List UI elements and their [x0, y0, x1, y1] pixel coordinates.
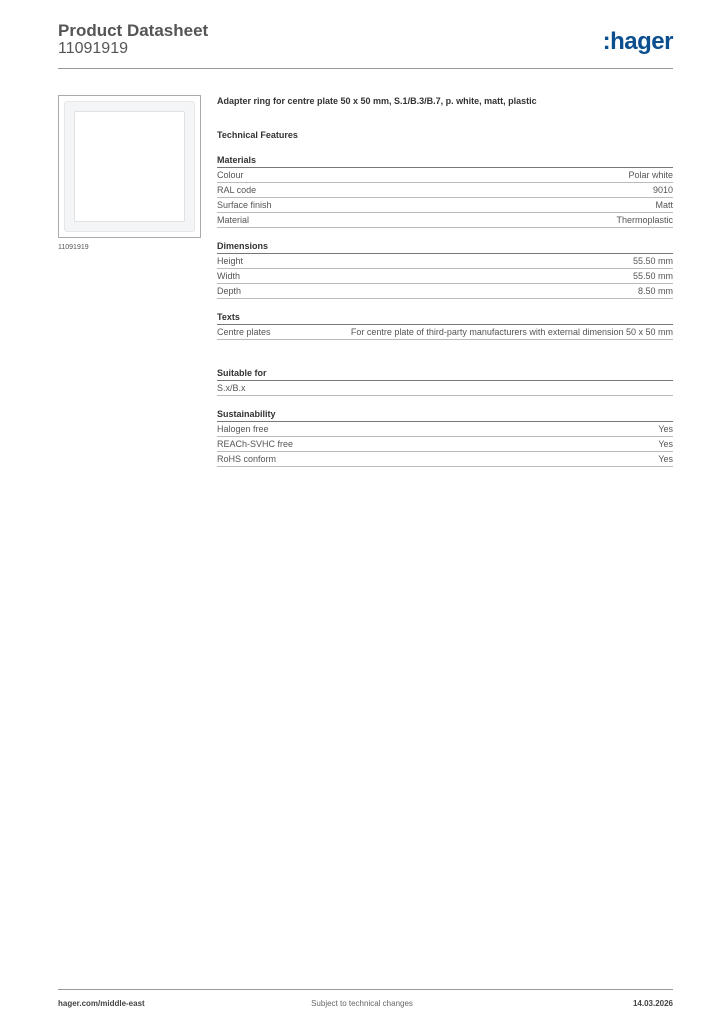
row-value: 9010 [652, 185, 673, 195]
table-row [217, 254, 673, 269]
section-title: Materials [217, 155, 673, 168]
section-title: Sustainability [217, 409, 673, 422]
row-value: 8.50 mm [637, 286, 673, 296]
row-value: Yes [658, 439, 673, 449]
section-title: Dimensions [217, 241, 673, 254]
row-value: Polar white [628, 170, 673, 180]
row-label: Centre plates [217, 327, 271, 337]
section-dimensions [217, 241, 673, 299]
row-value: Matt [655, 200, 673, 210]
row-label: RAL code [217, 185, 257, 195]
datasheet-content [217, 95, 673, 467]
table-row [217, 422, 673, 437]
product-image [58, 95, 201, 238]
footer-date: 14.03.2026 [632, 999, 673, 1008]
section-title: Suitable for [217, 368, 673, 381]
logo-text: hager [610, 28, 673, 55]
row-value: 55.50 mm [632, 271, 673, 281]
row-value: Yes [658, 454, 673, 464]
row-value: For centre plate of third-party manufacturers with external dimension 50 x 50 mm [350, 327, 673, 337]
row-value: Yes [658, 424, 673, 434]
row-value: Thermoplastic [616, 215, 673, 225]
product-number: 11091919 [58, 40, 128, 57]
row-label: REACh-SVHC free [217, 439, 294, 449]
page-title: Product Datasheet [58, 21, 209, 40]
table-row [217, 213, 673, 228]
row-label: Halogen free [217, 424, 269, 434]
table-row [217, 269, 673, 284]
image-caption: 11091919 [58, 244, 89, 251]
table-row [217, 381, 673, 396]
footer-divider [58, 989, 673, 990]
hager-logo: :hager [602, 28, 673, 55]
table-row [217, 437, 673, 452]
row-value: 55.50 mm [632, 256, 673, 266]
section-texts [217, 312, 673, 340]
row-label: Height [217, 256, 244, 266]
technical-features-heading: Technical Features [217, 130, 298, 140]
row-label: Depth [217, 286, 242, 296]
table-row [217, 452, 673, 467]
row-label: Colour [217, 170, 244, 180]
footer-notice: Subject to technical changes [311, 999, 413, 1008]
table-row [217, 325, 673, 340]
row-label: S.x/B.x [217, 383, 246, 393]
section-materials [217, 155, 673, 228]
header-divider [58, 68, 673, 69]
product-description: Adapter ring for centre plate 50 x 50 mm, S.1/B.3/B.7, p. white, matt, plastic [217, 96, 537, 106]
table-row [217, 284, 673, 299]
row-label: Surface finish [217, 200, 272, 210]
adapter-ring-image [64, 101, 195, 232]
table-row [217, 168, 673, 183]
section-sustainability [217, 409, 673, 467]
footer-website: hager.com/middle-east [58, 999, 145, 1008]
row-label: Material [217, 215, 250, 225]
section-title: Texts [217, 312, 673, 325]
section-suitable-for [217, 368, 673, 396]
table-row [217, 198, 673, 213]
row-label: Width [217, 271, 241, 281]
row-label: RoHS conform [217, 454, 277, 464]
table-row [217, 183, 673, 198]
